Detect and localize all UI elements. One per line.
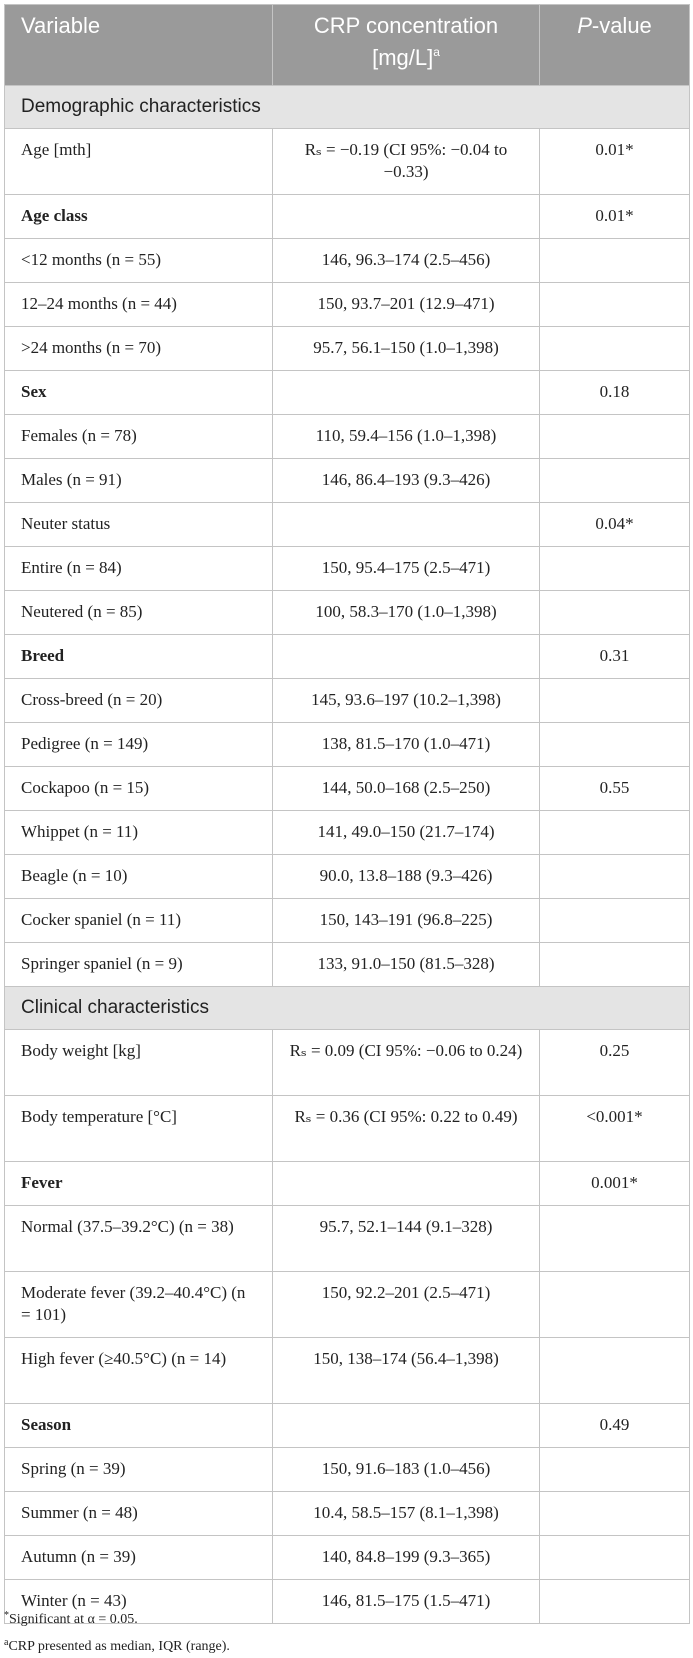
crp-cell: 144, 50.0–168 (2.5–250) (273, 767, 540, 811)
p-value-cell (540, 1492, 690, 1536)
crp-cell: 90.0, 13.8–188 (9.3–426) (273, 855, 540, 899)
variable-cell: Males (n = 91) (5, 459, 273, 503)
p-value-cell: 0.04* (540, 503, 690, 547)
variable-cell: Neuter status (5, 503, 273, 547)
crp-header-footnote-mark: a (433, 45, 440, 59)
table-row (5, 239, 690, 283)
crp-cell: 100, 58.3–170 (1.0–1,398) (273, 591, 540, 635)
crp-cell: 140, 84.8–199 (9.3–365) (273, 1536, 540, 1580)
variable-cell: Fever (5, 1162, 273, 1206)
crp-cell: 133, 91.0–150 (81.5–328) (273, 943, 540, 987)
table-row (5, 1096, 690, 1162)
crp-cell: 150, 91.6–183 (1.0–456) (273, 1448, 540, 1492)
variable-cell: Season (5, 1404, 273, 1448)
crp-cell: Rₛ = 0.36 (CI 95%: 0.22 to 0.49) (273, 1096, 540, 1162)
table-row (5, 811, 690, 855)
variable-cell: Body temperature [°C] (5, 1096, 273, 1162)
variable-cell: Winter (n = 43) (5, 1580, 273, 1624)
table-row (5, 723, 690, 767)
p-value-cell: 0.31 (540, 635, 690, 679)
crp-cell: 150, 138–174 (56.4–1,398) (273, 1338, 540, 1404)
variable-cell: Females (n = 78) (5, 415, 273, 459)
crp-cell (273, 195, 540, 239)
crp-cell: 95.7, 52.1–144 (9.1–328) (273, 1206, 540, 1272)
table-row (5, 635, 690, 679)
p-value-cell (540, 943, 690, 987)
col-header-crp (273, 5, 540, 86)
variable-cell: Body weight [kg] (5, 1030, 273, 1096)
table-row (5, 1206, 690, 1272)
table-row (5, 1404, 690, 1448)
table-row (5, 1448, 690, 1492)
variable-cell: Whippet (n = 11) (5, 811, 273, 855)
p-value-cell (540, 1536, 690, 1580)
crp-cell (273, 1404, 540, 1448)
variable-cell: 12–24 months (n = 44) (5, 283, 273, 327)
crp-cell: 110, 59.4–156 (1.0–1,398) (273, 415, 540, 459)
table-row (5, 195, 690, 239)
crp-cell: 141, 49.0–150 (21.7–174) (273, 811, 540, 855)
table-row (5, 899, 690, 943)
variable-cell: Neutered (n = 85) (5, 591, 273, 635)
variable-cell: Beagle (n = 10) (5, 855, 273, 899)
variable-cell: High fever (≥40.5°C) (n = 14) (5, 1338, 273, 1404)
variable-cell: Cross-breed (n = 20) (5, 679, 273, 723)
table-header (5, 5, 690, 86)
table-row (5, 503, 690, 547)
footnote-significance (4, 1604, 230, 1631)
footnote-mark: a (4, 1637, 9, 1648)
variable-cell: Entire (n = 84) (5, 547, 273, 591)
variable-cell: Cockapoo (n = 15) (5, 767, 273, 811)
crp-cell (273, 371, 540, 415)
p-italic: P (577, 13, 592, 38)
crp-cell (273, 1162, 540, 1206)
crp-cell: Rₛ = −0.19 (CI 95%: −0.04 to −0.33) (273, 129, 540, 195)
variable-cell: Summer (n = 48) (5, 1492, 273, 1536)
variable-cell: Sex (5, 371, 273, 415)
p-value-cell (540, 723, 690, 767)
table-row (5, 1162, 690, 1206)
crp-cell: 145, 93.6–197 (10.2–1,398) (273, 679, 540, 723)
table-row (5, 459, 690, 503)
table-body (5, 86, 690, 1624)
p-value-cell (540, 899, 690, 943)
variable-cell: Breed (5, 635, 273, 679)
table-row (5, 371, 690, 415)
crp-cell: 146, 86.4–193 (9.3–426) (273, 459, 540, 503)
p-value-cell (540, 1580, 690, 1624)
variable-cell: Autumn (n = 39) (5, 1536, 273, 1580)
p-value-cell (540, 1272, 690, 1338)
p-value-cell: <0.001* (540, 1096, 690, 1162)
crp-cell: 150, 143–191 (96.8–225) (273, 899, 540, 943)
p-value-cell: 0.49 (540, 1404, 690, 1448)
table-row (5, 679, 690, 723)
table-row (5, 547, 690, 591)
crp-cell (273, 635, 540, 679)
table-row (5, 283, 690, 327)
variable-cell: Cocker spaniel (n = 11) (5, 899, 273, 943)
table-row (5, 1492, 690, 1536)
p-value-cell (540, 415, 690, 459)
variable-cell: Age [mth] (5, 129, 273, 195)
crp-cell: 95.7, 56.1–150 (1.0–1,398) (273, 327, 540, 371)
p-value-cell (540, 855, 690, 899)
table-row (5, 943, 690, 987)
p-value-cell (540, 459, 690, 503)
crp-cell (273, 503, 540, 547)
crp-cell: 10.4, 58.5–157 (8.1–1,398) (273, 1492, 540, 1536)
p-value-cell: 0.25 (540, 1030, 690, 1096)
col-header-variable: Variable (5, 5, 273, 86)
footnote-text: CRP presented as median, IQR (range). (8, 1639, 230, 1654)
table-row (5, 327, 690, 371)
variable-cell: Pedigree (n = 149) (5, 723, 273, 767)
variable-cell: Springer spaniel (n = 9) (5, 943, 273, 987)
table-row (5, 1030, 690, 1096)
crp-cell: 138, 81.5–170 (1.0–471) (273, 723, 540, 767)
section-title: Demographic characteristics (5, 86, 690, 129)
table-footnotes (4, 1604, 230, 1658)
p-value-cell (540, 239, 690, 283)
p-value-cell (540, 1338, 690, 1404)
variable-cell: <12 months (n = 55) (5, 239, 273, 283)
col-header-p-value (540, 5, 690, 86)
crp-cell: 146, 96.3–174 (2.5–456) (273, 239, 540, 283)
table-row (5, 415, 690, 459)
variable-cell: Normal (37.5–39.2°C) (n = 38) (5, 1206, 273, 1272)
p-value-cell: 0.18 (540, 371, 690, 415)
table-row (5, 1536, 690, 1580)
table-row (5, 855, 690, 899)
p-value-cell: 0.01* (540, 195, 690, 239)
variable-cell: Age class (5, 195, 273, 239)
p-value-cell (540, 1448, 690, 1492)
p-value-cell: 0.01* (540, 129, 690, 195)
crp-header-line2: [mg/L] (372, 45, 434, 70)
footnote-mark: * (4, 1610, 9, 1621)
crp-header-line1: CRP concentration (313, 13, 499, 38)
p-value-cell (540, 547, 690, 591)
footnote-text: Significant at α = 0.05. (9, 1612, 138, 1627)
crp-cell: 150, 93.7–201 (12.9–471) (273, 283, 540, 327)
variable-cell: Spring (n = 39) (5, 1448, 273, 1492)
crp-cell: Rₛ = 0.09 (CI 95%: −0.06 to 0.24) (273, 1030, 540, 1096)
table-row (5, 591, 690, 635)
table-row (5, 1272, 690, 1338)
p-value-cell: 0.001* (540, 1162, 690, 1206)
footnote-crp (4, 1631, 230, 1658)
crp-table (4, 4, 690, 1624)
section-header-row (5, 86, 690, 129)
table-row (5, 129, 690, 195)
p-value-cell: 0.55 (540, 767, 690, 811)
table-row (5, 767, 690, 811)
crp-cell: 146, 81.5–175 (1.5–471) (273, 1580, 540, 1624)
variable-cell: >24 months (n = 70) (5, 327, 273, 371)
variable-cell: Moderate fever (39.2–40.4°C) (n = 101) (5, 1272, 273, 1338)
p-value-cell (540, 679, 690, 723)
section-title: Clinical characteristics (5, 987, 690, 1030)
table-row (5, 1338, 690, 1404)
section-header-row (5, 987, 690, 1030)
p-value-cell (540, 283, 690, 327)
p-value-cell (540, 327, 690, 371)
p-rest: -value (591, 13, 652, 38)
p-value-cell (540, 1206, 690, 1272)
p-value-cell (540, 591, 690, 635)
crp-cell: 150, 95.4–175 (2.5–471) (273, 547, 540, 591)
p-value-cell (540, 811, 690, 855)
crp-cell: 150, 92.2–201 (2.5–471) (273, 1272, 540, 1338)
